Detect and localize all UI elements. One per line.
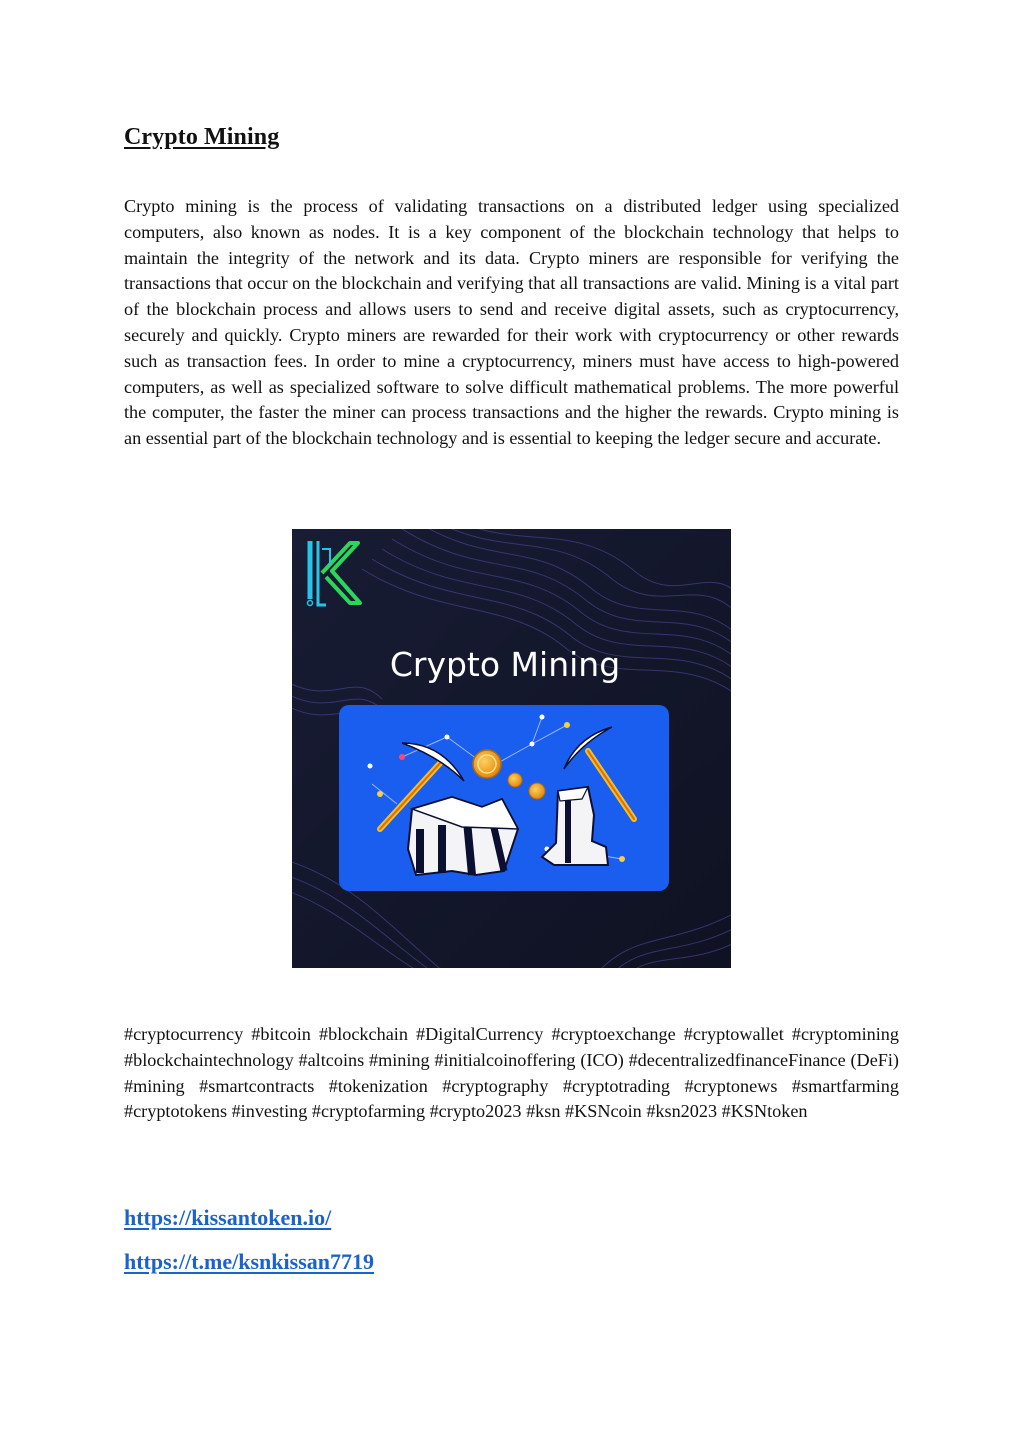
document-title: Crypto Mining [124,124,280,150]
banner-illustration [292,529,731,968]
coin-icon [508,773,522,787]
banner-heading: Crypto Mining [389,645,621,684]
hashtags-paragraph: #cryptocurrency #bitcoin #blockchain #DigitalCurrency #cryptoexchange #cryptowallet #cryptomining #blockchaintechnology #altcoins #mining #initialcoinoffering (ICO) #decentralizedfinanceFinance (DeFi) #mining #smartcontracts #tokenization #cryptography #cryptotrading #cryptonews #smartfarming #cryptotokens #investing #cryptofarming #crypto2023 #ksn #KSNcoin #ksn2023 #KSNtoken [124,1024,899,1122]
coin-icon [473,750,501,778]
coin-icon [529,783,545,799]
rock-icon [408,797,518,875]
body-paragraph: Crypto mining is the process of validating transactions on a distributed ledger using specialized computers, also known as nodes. It is a key component of the blockchain technology that helps to maintain the integrity of the network and its data. Crypto miners are responsible for verifying the transactions that occur on the blockchain and verifying that all transactions are valid. Mining is a vital part of the blockchain process and allows users to send and receive digital assets, such as cryptocurrency, securely and quickly. Crypto miners are rewarded for their work with cryptocurrency or other rewards such as transaction fees. In order to mine a cryptocurrency, miners must have access to high-powered computers, as well as specialized software to solve difficult mathematical problems. The more powerful the computer, the faster the miner can process transactions and the higher the rewards. Crypto mining is an essential part of the blockchain technology and is essential to keeping the ledger secure and accurate. [124,196,899,449]
kissantoken-website-link[interactable]: https://kissantoken.io/ [124,1205,332,1230]
crypto-mining-banner-image [292,529,731,968]
telegram-link[interactable]: https://t.me/ksnkissan7719 [124,1249,375,1274]
